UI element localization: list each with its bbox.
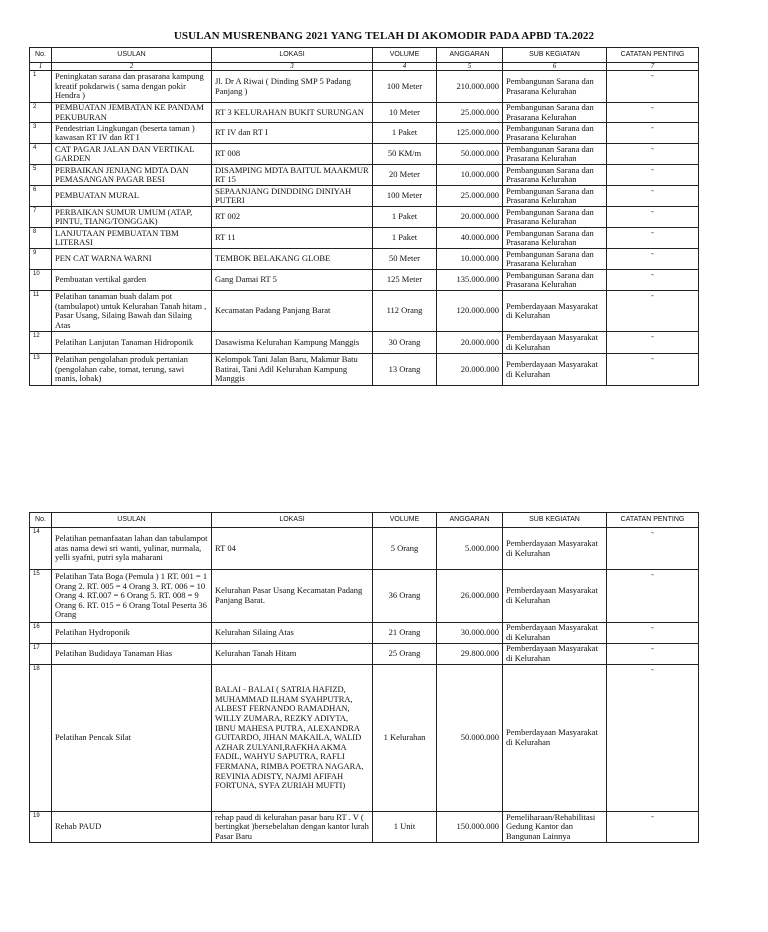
table-row — [30, 186, 699, 207]
header-volume: VOLUME — [373, 513, 437, 528]
row-number: 2 — [30, 103, 52, 123]
catatan-cell: - — [607, 570, 699, 623]
volume-cell: 30 Orang — [373, 332, 437, 354]
lokasi-cell: Kecamatan Padang Panjang Barat — [212, 291, 373, 332]
table-row — [30, 165, 699, 186]
catatan-cell: - — [607, 249, 699, 270]
row-number: 9 — [30, 249, 52, 270]
table-row — [30, 291, 699, 332]
sub-kegiatan-cell: Pemberdayaan Masyarakat di Kelurahan — [503, 665, 607, 812]
row-number: 3 — [30, 123, 52, 144]
usulan-cell: Pelatihan Pencak Silat — [52, 665, 212, 812]
column-index: 5 — [437, 63, 503, 71]
table-row — [30, 354, 699, 386]
catatan-cell: - — [607, 354, 699, 386]
sub-kegiatan-cell: Pemberdayaan Masyarakat di Kelurahan — [503, 332, 607, 354]
header-no: No. — [30, 48, 52, 63]
volume-cell: 125 Meter — [373, 270, 437, 291]
header-catatan: CATATAN PENTING — [607, 48, 699, 63]
volume-cell: 1 Kelurahan — [373, 665, 437, 812]
anggaran-cell: 25.000.000 — [437, 103, 503, 123]
anggaran-cell: 135.000.000 — [437, 270, 503, 291]
catatan-cell: - — [607, 332, 699, 354]
catatan-cell: - — [607, 812, 699, 843]
usulan-cell: Pelatihan pemanfaatan lahan dan tabulampot atas nama dewi sri wanti, yulinar, nurmala, yelli syafni, putri syla maharani — [52, 528, 212, 570]
anggaran-cell: 10.000.000 — [437, 165, 503, 186]
row-number: 11 — [30, 291, 52, 332]
sub-kegiatan-cell: Pemberdayaan Masyarakat di Kelurahan — [503, 623, 607, 644]
lokasi-cell: rehap paud di kelurahan pasar baru RT . V ( bertingkat )bersebelahan dengan kantor lurah Pasar Baru — [212, 812, 373, 843]
row-number: 13 — [30, 354, 52, 386]
usulan-cell: PERBAIKAN JENJANG MDTA DAN PEMASANGAN PAGAR BESI — [52, 165, 212, 186]
catatan-cell: - — [607, 644, 699, 665]
column-index: 2 — [52, 63, 212, 71]
table-body-part-1 — [30, 71, 699, 386]
table-row — [30, 644, 699, 665]
sub-kegiatan-cell: Pembangunan Sarana dan Prasarana Kelurahan — [503, 144, 607, 165]
volume-cell: 13 Orang — [373, 354, 437, 386]
sub-kegiatan-cell: Pembangunan Sarana dan Prasarana Kelurahan — [503, 249, 607, 270]
sub-kegiatan-cell: Pemberdayaan Masyarakat di Kelurahan — [503, 354, 607, 386]
table-row — [30, 665, 699, 812]
header-lokasi: LOKASI — [212, 513, 373, 528]
volume-cell: 20 Meter — [373, 165, 437, 186]
header-catatan: CATATAN PENTING — [607, 513, 699, 528]
catatan-cell: - — [607, 665, 699, 812]
header-sub-kegiatan: SUB KEGIATAN — [503, 48, 607, 63]
volume-cell: 21 Orang — [373, 623, 437, 644]
volume-cell: 10 Meter — [373, 103, 437, 123]
volume-cell: 1 Unit — [373, 812, 437, 843]
volume-cell: 1 Paket — [373, 228, 437, 249]
catatan-cell: - — [607, 207, 699, 228]
usulan-cell: Pelatihan Lanjutan Tanaman Hidroponik — [52, 332, 212, 354]
anggaran-cell: 25.000.000 — [437, 186, 503, 207]
row-number: 4 — [30, 144, 52, 165]
catatan-cell: - — [607, 123, 699, 144]
row-number: 7 — [30, 207, 52, 228]
row-number: 17 — [30, 644, 52, 665]
sub-kegiatan-cell: Pembangunan Sarana dan Prasarana Kelurahan — [503, 228, 607, 249]
row-number: 1 — [30, 71, 52, 103]
usulan-cell: PEN CAT WARNA WARNI — [52, 249, 212, 270]
lokasi-cell: RT 008 — [212, 144, 373, 165]
header-row — [30, 48, 699, 63]
table-row — [30, 812, 699, 843]
anggaran-cell: 26.000.000 — [437, 570, 503, 623]
row-number: 12 — [30, 332, 52, 354]
anggaran-cell: 20.000.000 — [437, 332, 503, 354]
row-number: 5 — [30, 165, 52, 186]
column-index: 1 — [30, 63, 52, 71]
lokasi-cell: Dasawisma Kelurahan Kampung Manggis — [212, 332, 373, 354]
table-row — [30, 332, 699, 354]
catatan-cell: - — [607, 528, 699, 570]
lokasi-cell: RT 3 KELURAHAN BUKIT SURUNGAN — [212, 103, 373, 123]
table-row — [30, 228, 699, 249]
header-lokasi: LOKASI — [212, 48, 373, 63]
header-anggaran: ANGGARAN — [437, 48, 503, 63]
anggaran-cell: 29.800.000 — [437, 644, 503, 665]
column-index: 7 — [607, 63, 699, 71]
header-usulan: USULAN — [52, 48, 212, 63]
usulan-cell: PEMBUATAN MURAL — [52, 186, 212, 207]
lokasi-cell: RT 002 — [212, 207, 373, 228]
usulan-cell: Pelatihan Budidaya Tanaman Hias — [52, 644, 212, 665]
anggaran-cell: 125.000.000 — [437, 123, 503, 144]
catatan-cell: - — [607, 71, 699, 103]
volume-cell: 36 Orang — [373, 570, 437, 623]
table-row — [30, 528, 699, 570]
usulan-cell: Pelatihan Tata Boga (Pemula ) 1 RT. 001 = 1 Orang 2. RT. 005 = 4 Orang 3. RT. 006 = 10 Orang 4. RT.007 = 6 Orang 5. RT. 008 = 9 Orang 6. RT. 015 = 6 Orang Total Peserta 36 Orang — [52, 570, 212, 623]
lokasi-cell: TEMBOK BELAKANG GLOBE — [212, 249, 373, 270]
volume-cell: 100 Meter — [373, 71, 437, 103]
anggaran-cell: 5.000.000 — [437, 528, 503, 570]
sub-kegiatan-cell: Pembangunan Sarana dan Prasarana Kelurahan — [503, 71, 607, 103]
usulan-cell: Pembuatan vertikal garden — [52, 270, 212, 291]
usulan-cell: PERBAIKAN SUMUR UMUM (ATAP, PINTU, TIANG/TONGGAK) — [52, 207, 212, 228]
lokasi-cell: Kelurahan Pasar Usang Kecamatan Padang Panjang Barat. — [212, 570, 373, 623]
volume-cell: 100 Meter — [373, 186, 437, 207]
lokasi-cell: DISAMPING MDTA BAITUL MAAKMUR RT 15 — [212, 165, 373, 186]
usulan-cell: Pelatihan tanaman buah dalam pot (tambulapot) untuk Kelurahan Tanah hitam , Pasar Usang, Silaing Bawah dan Silaing Atas — [52, 291, 212, 332]
column-index-row — [30, 63, 699, 71]
header-usulan: USULAN — [52, 513, 212, 528]
usulan-cell: Pendestrian Lingkungan (beserta taman ) kawasan RT IV dan RT I — [52, 123, 212, 144]
table-row — [30, 207, 699, 228]
sub-kegiatan-cell: Pembangunan Sarana dan Prasarana Kelurahan — [503, 123, 607, 144]
volume-cell: 1 Paket — [373, 207, 437, 228]
catatan-cell: - — [607, 228, 699, 249]
usulan-cell: Peningkatan sarana dan prasarana kampung kreatif pokdarwis ( sama dengan pokir Hendra ) — [52, 71, 212, 103]
lokasi-cell: SEPAANJANG DINDDING DINIYAH PUTERI — [212, 186, 373, 207]
usulan-cell: Pelatihan Hydroponik — [52, 623, 212, 644]
anggaran-cell: 30.000.000 — [437, 623, 503, 644]
sub-kegiatan-cell: Pembangunan Sarana dan Prasarana Kelurahan — [503, 103, 607, 123]
sub-kegiatan-cell: Pembangunan Sarana dan Prasarana Kelurahan — [503, 207, 607, 228]
row-number: 15 — [30, 570, 52, 623]
lokasi-cell: Jl. Dr A Riwai ( Dinding SMP 5 Padang Panjang ) — [212, 71, 373, 103]
lokasi-cell: Gang Damai RT 5 — [212, 270, 373, 291]
lokasi-cell: RT 11 — [212, 228, 373, 249]
row-number: 18 — [30, 665, 52, 812]
table-row — [30, 103, 699, 123]
catatan-cell: - — [607, 623, 699, 644]
lokasi-cell: Kelurahan Tanah Hitam — [212, 644, 373, 665]
column-index: 6 — [503, 63, 607, 71]
anggaran-cell: 50.000.000 — [437, 144, 503, 165]
usulan-cell: PEMBUATAN JEMBATAN KE PANDAM PEKUBURAN — [52, 103, 212, 123]
table-row — [30, 270, 699, 291]
lokasi-cell: Kelurahan Silaing Atas — [212, 623, 373, 644]
table-row — [30, 144, 699, 165]
column-index: 4 — [373, 63, 437, 71]
sub-kegiatan-cell: Pemeliharaan/Rehabilitasi Gedung Kantor dan Bangunan Lainnya — [503, 812, 607, 843]
anggaran-cell: 210.000.000 — [437, 71, 503, 103]
anggaran-cell: 10.000.000 — [437, 249, 503, 270]
header-volume: VOLUME — [373, 48, 437, 63]
volume-cell: 50 Meter — [373, 249, 437, 270]
header-no: No. — [30, 513, 52, 528]
catatan-cell: - — [607, 186, 699, 207]
catatan-cell: - — [607, 270, 699, 291]
proposal-table-part-1 — [29, 47, 699, 386]
row-number: 19 — [30, 812, 52, 843]
anggaran-cell: 40.000.000 — [437, 228, 503, 249]
lokasi-cell: BALAI - BALAI ( SATRIA HAFIZD, MUHAMMAD ILHAM SYAHPUTRA, ALBEST FERNANDO RAMADHAN, WILLY ZUMARA, REZKY ADIYTA, IBNU MAHESA PUTRA, ALEXANDRA GUITARDO, JIHAN MAKAILA, WALID AZHAR ZULYANI,RAFKHA AKMA FADIL, WAHYU SAPUTRA, RAFLI FERMANA, RIMBA POETRA NAGARA, REVINIA ADISTY, NAJMI AFIFAH FORTUNA, SYFA ZURIAH MUFTI) — [212, 665, 373, 812]
row-number: 8 — [30, 228, 52, 249]
lokasi-cell: RT 04 — [212, 528, 373, 570]
volume-cell: 1 Paket — [373, 123, 437, 144]
row-number: 10 — [30, 270, 52, 291]
table-row — [30, 71, 699, 103]
header-row — [30, 513, 699, 528]
document-title: USULAN MUSRENBANG 2021 YANG TELAH DI AKOMODIR PADA APBD TA.2022 — [173, 30, 595, 42]
sub-kegiatan-cell: Pemberdayaan Masyarakat di Kelurahan — [503, 528, 607, 570]
row-number: 16 — [30, 623, 52, 644]
row-number: 6 — [30, 186, 52, 207]
table-row — [30, 249, 699, 270]
anggaran-cell: 120.000.000 — [437, 291, 503, 332]
column-index: 3 — [212, 63, 373, 71]
usulan-cell: LANJUTAAN PEMBUATAN TBM LITERASI — [52, 228, 212, 249]
sub-kegiatan-cell: Pembangunan Sarana dan Prasarana Kelurahan — [503, 186, 607, 207]
sub-kegiatan-cell: Pemberdayaan Masyarakat di Kelurahan — [503, 570, 607, 623]
header-anggaran: ANGGARAN — [437, 513, 503, 528]
table-row — [30, 570, 699, 623]
anggaran-cell: 20.000.000 — [437, 354, 503, 386]
sub-kegiatan-cell: Pembangunan Sarana dan Prasarana Kelurahan — [503, 270, 607, 291]
anggaran-cell: 50.000.000 — [437, 665, 503, 812]
catatan-cell: - — [607, 103, 699, 123]
usulan-cell: Rehab PAUD — [52, 812, 212, 843]
row-number: 14 — [30, 528, 52, 570]
catatan-cell: - — [607, 144, 699, 165]
volume-cell: 50 KM/m — [373, 144, 437, 165]
sub-kegiatan-cell: Pemberdayaan Masyarakat di Kelurahan — [503, 291, 607, 332]
usulan-cell: Pelatihan pengolahan produk pertanian (pengolahan cabe, tomat, terung, sawi manis, lobak) — [52, 354, 212, 386]
table-row — [30, 623, 699, 644]
header-sub-kegiatan: SUB KEGIATAN — [503, 513, 607, 528]
anggaran-cell: 20.000.000 — [437, 207, 503, 228]
sub-kegiatan-cell: Pemberdayaan Masyarakat di Kelurahan — [503, 644, 607, 665]
volume-cell: 25 Orang — [373, 644, 437, 665]
volume-cell: 5 Orang — [373, 528, 437, 570]
table-body-part-2 — [30, 528, 699, 843]
volume-cell: 112 Orang — [373, 291, 437, 332]
proposal-table-part-2 — [29, 512, 699, 843]
catatan-cell: - — [607, 165, 699, 186]
usulan-cell: CAT PAGAR JALAN DAN VERTIKAL GARDEN — [52, 144, 212, 165]
lokasi-cell: RT IV dan RT I — [212, 123, 373, 144]
catatan-cell: - — [607, 291, 699, 332]
lokasi-cell: Kelompok Tani Jalan Baru, Makmur Batu Batirai, Tani Adil Kelurahan Kampung Manggis — [212, 354, 373, 386]
sub-kegiatan-cell: Pembangunan Sarana dan Prasarana Kelurahan — [503, 165, 607, 186]
anggaran-cell: 150.000.000 — [437, 812, 503, 843]
table-row — [30, 123, 699, 144]
